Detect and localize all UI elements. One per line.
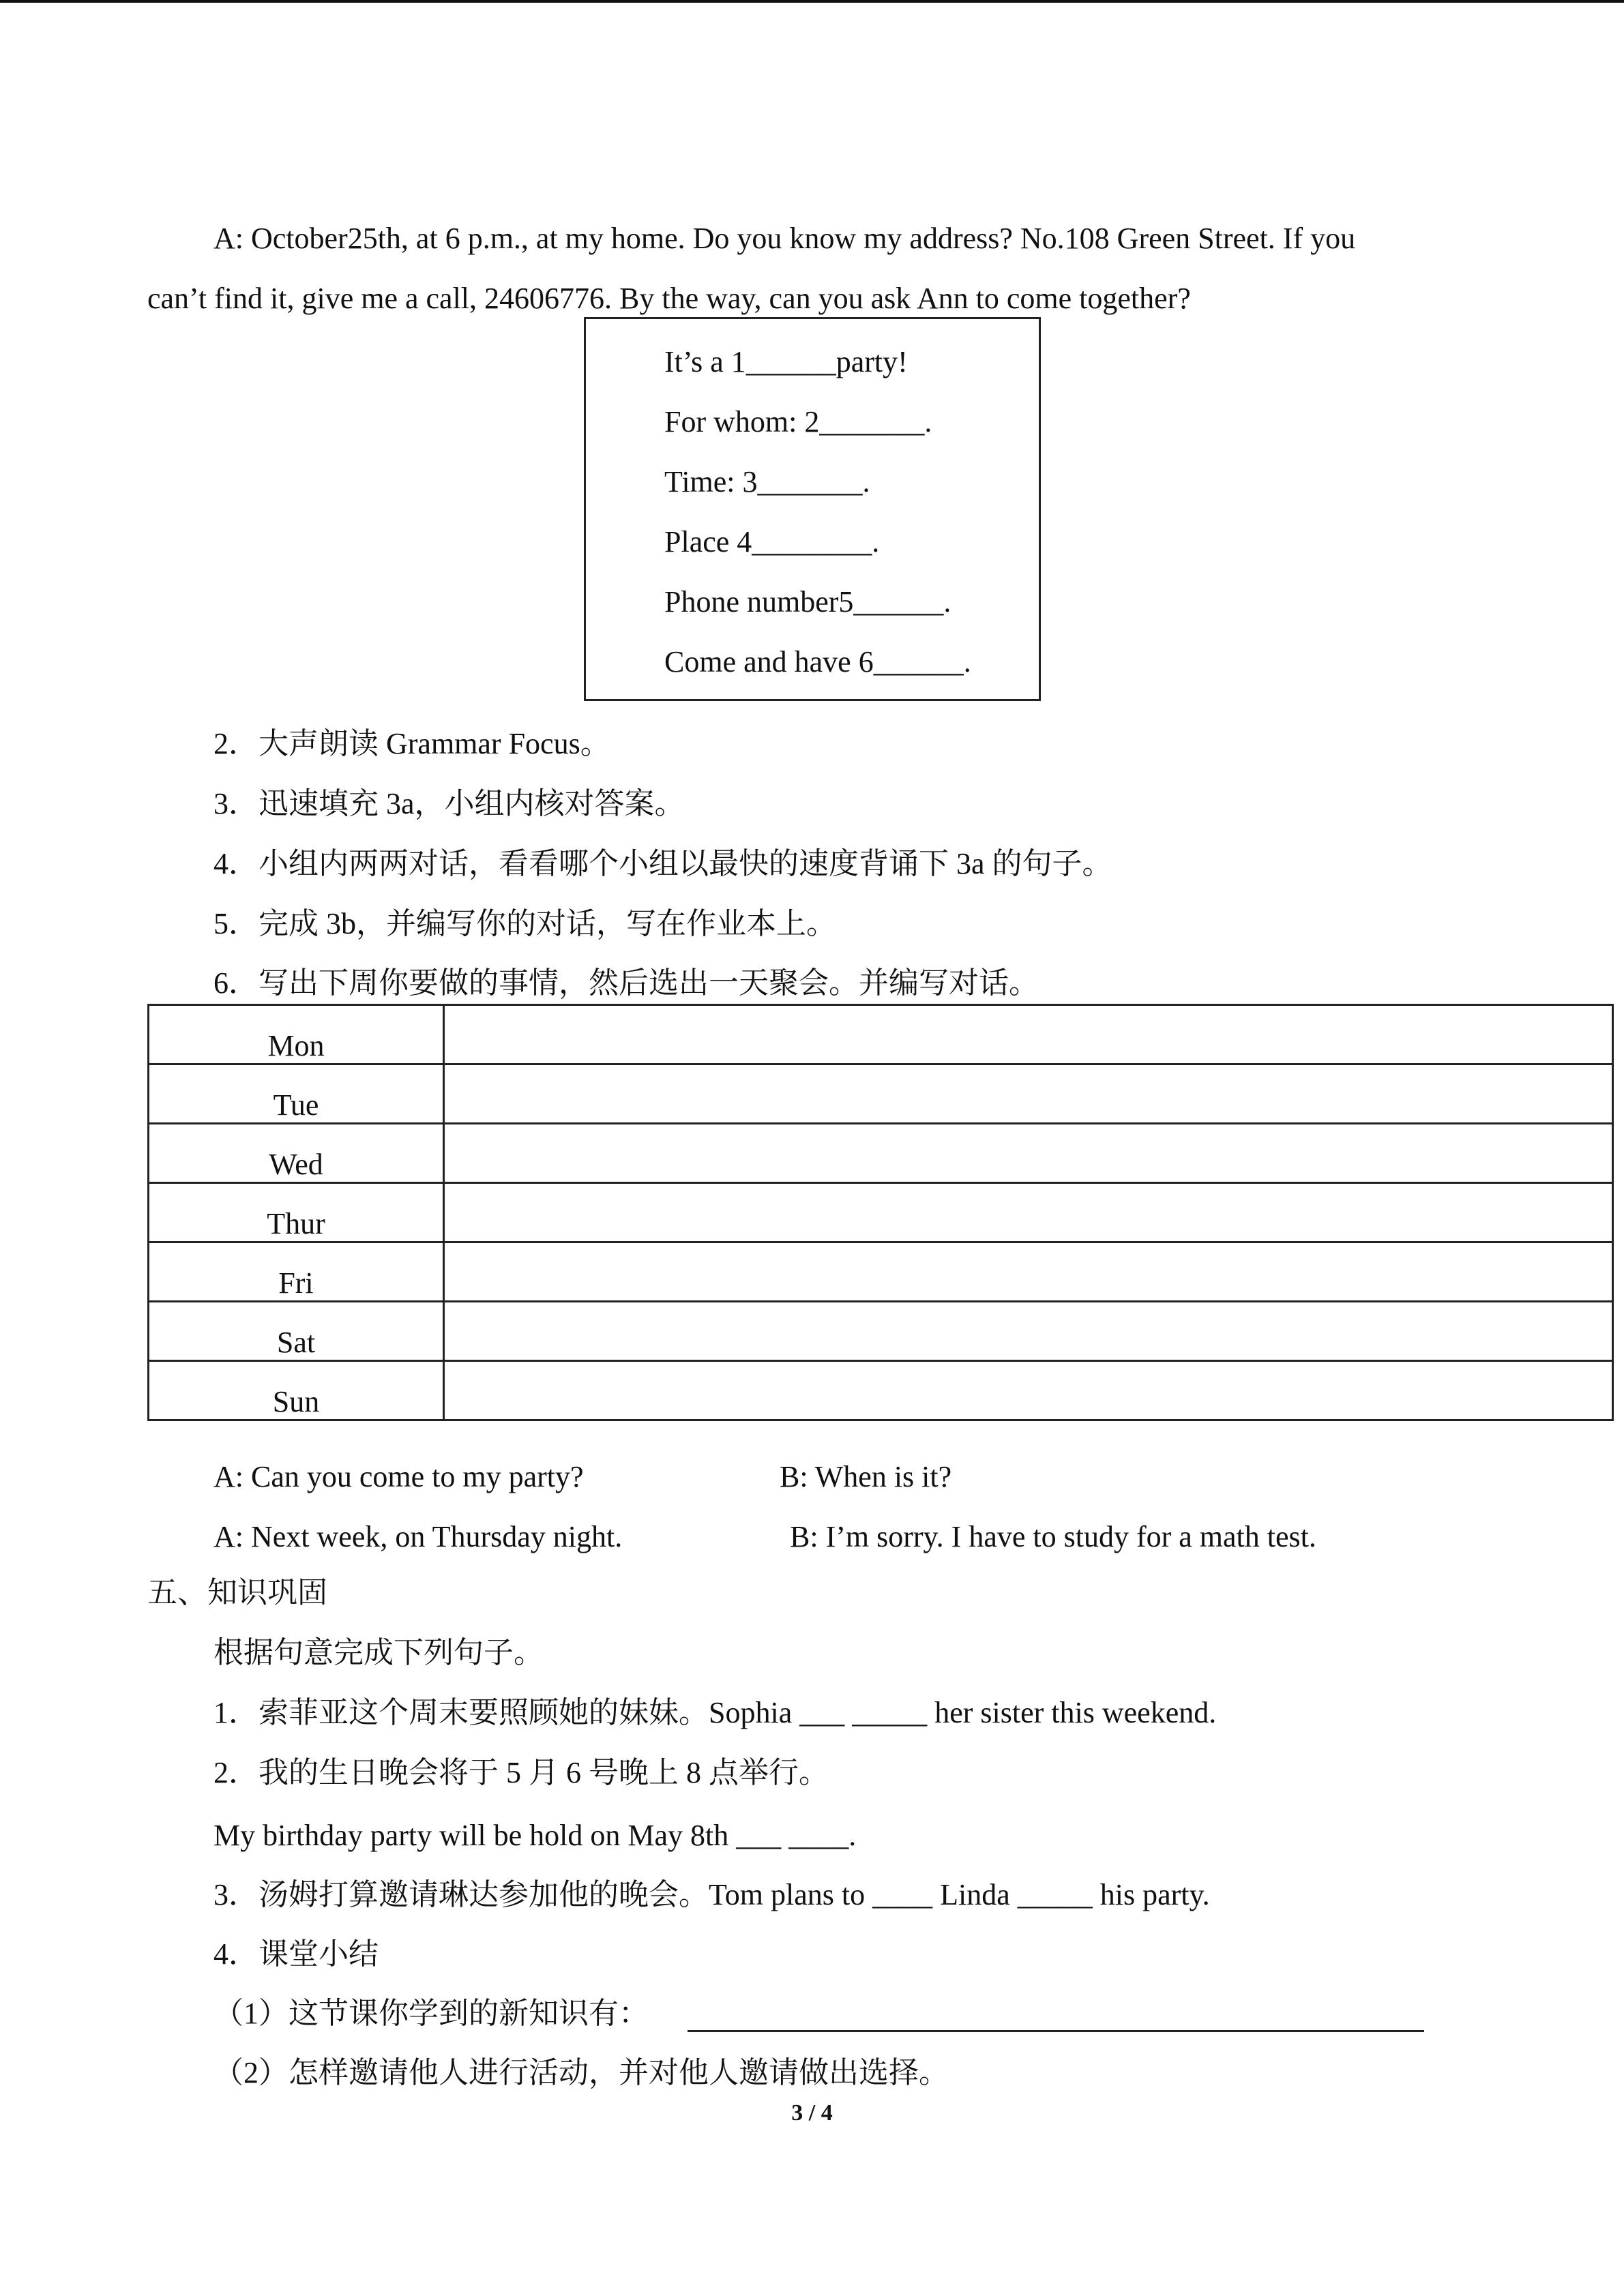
day-cell-sun: Sun bbox=[149, 1361, 444, 1420]
exercise-1: 1．索菲亚这个周末要照顾她的妹妹。Sophia ___ _____ her sister this weekend. bbox=[213, 1696, 1217, 1729]
invitation-card bbox=[584, 317, 1041, 701]
table-row bbox=[149, 1064, 1613, 1124]
invitation-line-2: For whom: 2_______. bbox=[664, 405, 932, 438]
table-row bbox=[149, 1183, 1613, 1242]
task-5: 5．完成 3b，并编写你的对话，写在作业本上。 bbox=[213, 907, 836, 940]
task-2: 2．大声朗读 Grammar Focus。 bbox=[213, 727, 610, 760]
day-cell-wed: Wed bbox=[149, 1124, 444, 1183]
dialog-a1: A: Can you come to my party? bbox=[213, 1460, 584, 1493]
invitation-line-1: It’s a 1______party! bbox=[664, 345, 908, 378]
intro-line-2: can’t find it, give me a call, 24606776. By the way, can you ask Ann to come together? bbox=[147, 282, 1191, 315]
task-6: 6．写出下周你要做的事情，然后选出一天聚会。并编写对话。 bbox=[213, 966, 1039, 1000]
page-top-border bbox=[0, 0, 1624, 3]
exercise-2: 2．我的生日晚会将于 5 月 6 号晚上 8 点举行。 bbox=[213, 1756, 829, 1789]
section-title: 五、知识巩固 bbox=[147, 1576, 327, 1609]
task-3: 3．迅速填充 3a，小组内核对答案。 bbox=[213, 787, 685, 820]
section-instruction: 根据句意完成下列句子。 bbox=[213, 1636, 544, 1669]
plan-cell-wed[interactable] bbox=[444, 1124, 1613, 1183]
week-plan-table bbox=[147, 1004, 1614, 1421]
intro-line-1: A: October25th, at 6 p.m., at my home. Do you know my address? No.108 Green Street. If you bbox=[213, 222, 1356, 255]
day-cell-mon: Mon bbox=[149, 1005, 444, 1064]
exercise-3: 3．汤姆打算邀请琳达参加他的晚会。Tom plans to ____ Linda _____ his party. bbox=[213, 1878, 1210, 1911]
plan-cell-sun[interactable] bbox=[444, 1361, 1613, 1420]
invitation-line-4: Place 4________. bbox=[664, 525, 880, 558]
dialog-b1: B: When is it? bbox=[780, 1460, 952, 1493]
exercise-2-english: My birthday party will be hold on May 8th ___ ____. bbox=[213, 1819, 857, 1852]
page-number: 3 / 4 bbox=[791, 2100, 833, 2126]
day-cell-tue: Tue bbox=[149, 1064, 444, 1124]
plan-cell-fri[interactable] bbox=[444, 1242, 1613, 1302]
invitation-line-5: Phone number5______. bbox=[664, 585, 951, 618]
plan-cell-mon[interactable] bbox=[444, 1005, 1613, 1064]
plan-cell-tue[interactable] bbox=[444, 1064, 1613, 1124]
invitation-line-3: Time: 3_______. bbox=[664, 465, 870, 498]
plan-cell-thur[interactable] bbox=[444, 1183, 1613, 1242]
day-cell-thur: Thur bbox=[149, 1183, 444, 1242]
summary-item-2: （2）怎样邀请他人进行活动，并对他人邀请做出选择。 bbox=[213, 2056, 949, 2089]
table-row bbox=[149, 1361, 1613, 1420]
day-cell-sat: Sat bbox=[149, 1302, 444, 1361]
dialog-a2: A: Next week, on Thursday night. bbox=[213, 1520, 623, 1553]
table-row bbox=[149, 1005, 1613, 1064]
summary-heading: 4．课堂小结 bbox=[213, 1937, 379, 1971]
table-row bbox=[149, 1124, 1613, 1183]
invitation-line-6: Come and have 6______. bbox=[664, 645, 971, 679]
plan-cell-sat[interactable] bbox=[444, 1302, 1613, 1361]
dialog-b2: B: I’m sorry. I have to study for a math test. bbox=[790, 1520, 1316, 1553]
summary-item-1: （1）这节课你学到的新知识有： bbox=[213, 1997, 649, 2030]
task-4: 4．小组内两两对话，看看哪个小组以最快的速度背诵下 3a 的句子。 bbox=[213, 847, 1112, 880]
answer-underline[interactable] bbox=[688, 2030, 1424, 2032]
day-cell-fri: Fri bbox=[149, 1242, 444, 1302]
table-row bbox=[149, 1302, 1613, 1361]
table-row bbox=[149, 1242, 1613, 1302]
